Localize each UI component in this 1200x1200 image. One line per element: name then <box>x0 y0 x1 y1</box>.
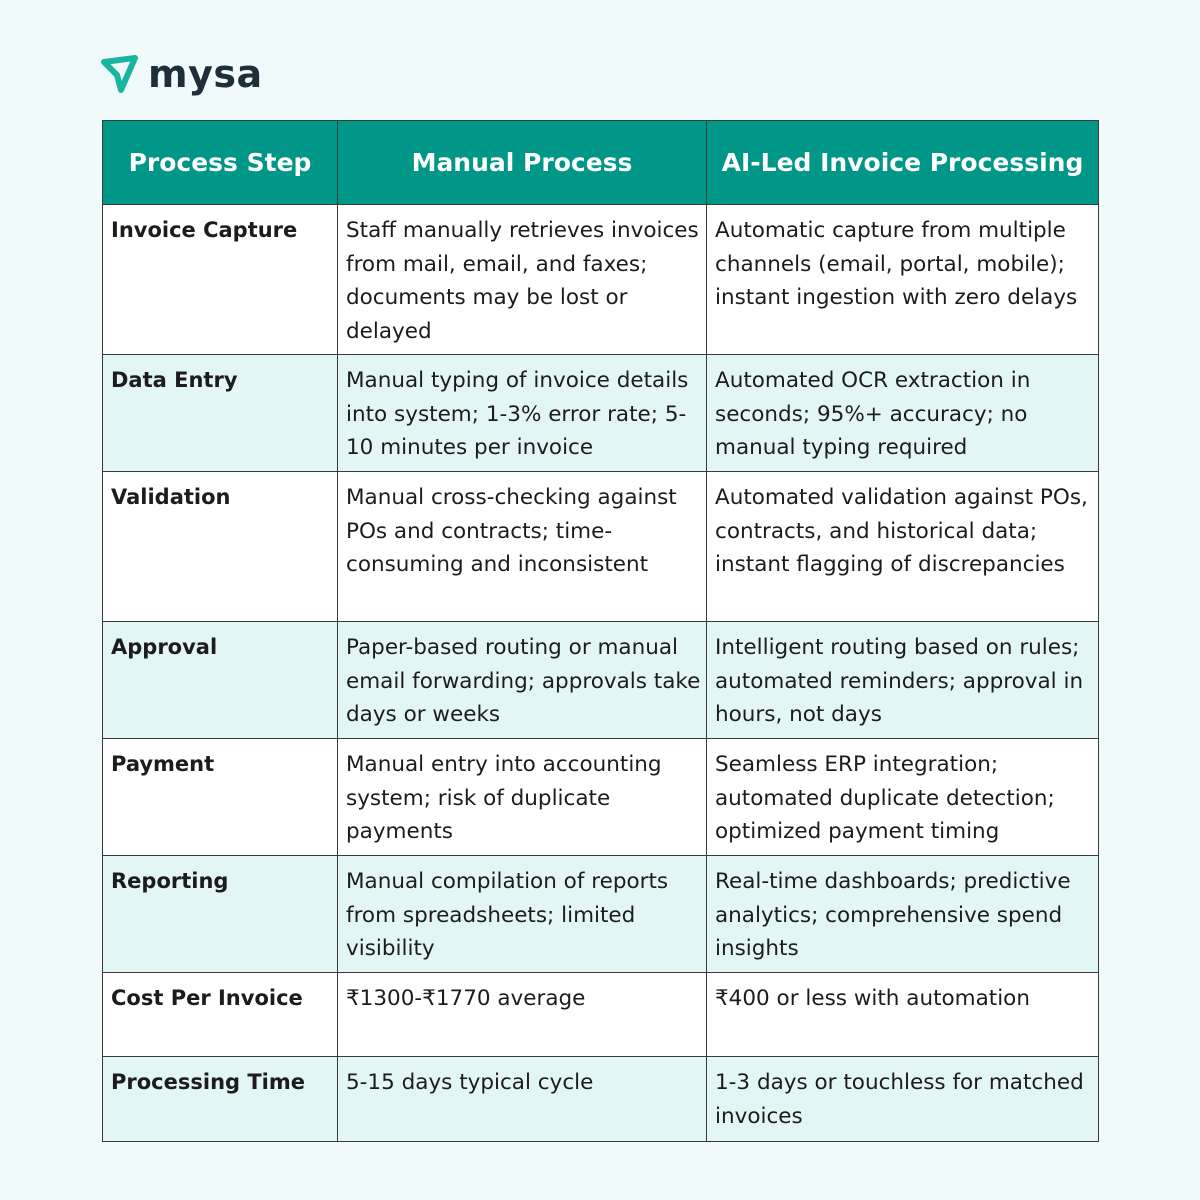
ai-cell: 1-3 days or touchless for matched invoices <box>707 1057 1099 1142</box>
step-cell: Invoice Capture <box>103 205 338 355</box>
table-row <box>103 622 1099 739</box>
brand-name: mysa <box>148 52 263 96</box>
step-cell: Validation <box>103 472 338 622</box>
ai-cell: Seamless ERP integration; automated duplicate detection; optimized payment timing <box>707 739 1099 856</box>
ai-cell: ₹400 or less with automation <box>707 973 1099 1057</box>
manual-cell: Manual compilation of reports from spreadsheets; limited visibility <box>338 856 707 973</box>
table-header-row <box>103 121 1099 205</box>
table-row <box>103 472 1099 622</box>
table-row <box>103 1057 1099 1142</box>
manual-cell: 5-15 days typical cycle <box>338 1057 707 1142</box>
step-cell: Reporting <box>103 856 338 973</box>
comparison-table <box>102 120 1099 1142</box>
manual-cell: Paper-based routing or manual email forwarding; approvals take days or weeks <box>338 622 707 739</box>
manual-cell: Manual typing of invoice details into system; 1-3% error rate; 5-10 minutes per invoice <box>338 355 707 472</box>
table-row <box>103 205 1099 355</box>
table-row <box>103 973 1099 1057</box>
manual-cell: Staff manually retrieves invoices from mail, email, and faxes; documents may be lost or delayed <box>338 205 707 355</box>
step-cell: Approval <box>103 622 338 739</box>
header-ai-processing: AI-Led Invoice Processing <box>707 121 1099 205</box>
brand-logo <box>100 52 263 96</box>
ai-cell: Real-time dashboards; predictive analytics; comprehensive spend insights <box>707 856 1099 973</box>
ai-cell: Automated validation against POs, contracts, and historical data; instant flagging of discrepancies <box>707 472 1099 622</box>
step-cell: Processing Time <box>103 1057 338 1142</box>
manual-cell: Manual cross-checking against POs and contracts; time-consuming and inconsistent <box>338 472 707 622</box>
ai-cell: Automatic capture from multiple channels (email, portal, mobile); instant ingestion with zero delays <box>707 205 1099 355</box>
arrow-send-icon <box>100 54 140 94</box>
table-row <box>103 739 1099 856</box>
ai-cell: Automated OCR extraction in seconds; 95%+ accuracy; no manual typing required <box>707 355 1099 472</box>
manual-cell: Manual entry into accounting system; risk of duplicate payments <box>338 739 707 856</box>
step-cell: Data Entry <box>103 355 338 472</box>
step-cell: Payment <box>103 739 338 856</box>
table-row <box>103 856 1099 973</box>
header-process-step: Process Step <box>103 121 338 205</box>
ai-cell: Intelligent routing based on rules; automated reminders; approval in hours, not days <box>707 622 1099 739</box>
step-cell: Cost Per Invoice <box>103 973 338 1057</box>
header-manual-process: Manual Process <box>338 121 707 205</box>
manual-cell: ₹1300-₹1770 average <box>338 973 707 1057</box>
table-row <box>103 355 1099 472</box>
